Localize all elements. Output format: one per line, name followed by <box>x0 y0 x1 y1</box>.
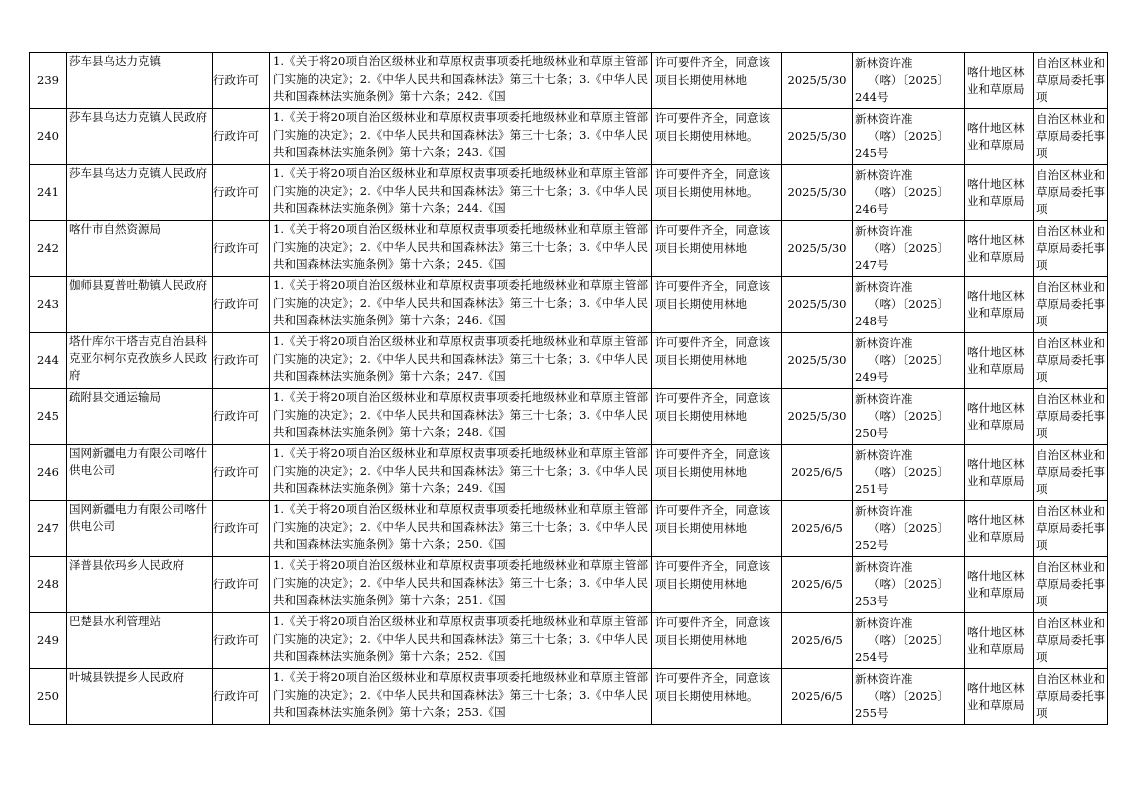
decision-date-cell: 2025/6/5 <box>782 501 853 557</box>
decision-result-text: 许可要件齐全，同意该项目长期使用林地。 <box>655 167 770 199</box>
authority-name: 喀什地区林业和草原局 <box>967 680 1025 712</box>
remark-text: 自治区林业和草原局委托事项 <box>1036 448 1105 496</box>
row-number: 243 <box>30 277 67 333</box>
authority-name: 喀什地区林业和草原局 <box>967 64 1025 96</box>
applicant-name: 喀什市自然资源局 <box>69 222 161 236</box>
decision-result-cell <box>652 557 782 613</box>
document-number-line1: 新林资许准 <box>855 168 913 182</box>
applicant-name: 叶城县铁提乡人民政府 <box>69 670 184 684</box>
decision-result-cell <box>652 165 782 221</box>
remark-cell <box>1034 221 1108 277</box>
document-number-line2: （喀）〔2025〕 <box>867 353 950 367</box>
applicant-cell <box>67 613 213 669</box>
legal-basis-cell <box>270 165 652 221</box>
document-number-line1: 新林资许准 <box>855 616 913 630</box>
authority-cell <box>965 221 1034 277</box>
remark-text: 自治区林业和草原局委托事项 <box>1036 112 1105 160</box>
decision-result-cell <box>652 333 782 389</box>
legal-basis-text: 1.《关于将20项自治区级林业和草原权责事项委托地级林业和草原主管部门实施的决定》；2.《中华人民共和国森林法》第三十七条；3.《中华人民共和国森林法实施条例》第十六条；252.《国 <box>273 614 648 663</box>
document-number-line1: 新林资许准 <box>855 224 913 238</box>
applicant-cell <box>67 557 213 613</box>
decision-result-cell <box>652 53 782 109</box>
document-number-line3: 254号 <box>855 650 889 664</box>
document-number-cell <box>853 333 965 389</box>
applicant-name: 巴楚县水利管理站 <box>69 614 161 628</box>
legal-basis-text: 1.《关于将20项自治区级林业和草原权责事项委托地级林业和草原主管部门实施的决定》；2.《中华人民共和国森林法》第三十七条；3.《中华人民共和国森林法实施条例》第十六条；247.《国 <box>273 334 648 383</box>
document-number-line1: 新林资许准 <box>855 56 913 70</box>
row-number: 241 <box>30 165 67 221</box>
decision-result-text: 许可要件齐全，同意该项目长期使用林地。 <box>655 671 770 703</box>
remark-cell <box>1034 389 1108 445</box>
table-row <box>30 613 1108 669</box>
remark-text: 自治区林业和草原局委托事项 <box>1036 392 1105 440</box>
document-number-line1: 新林资许准 <box>855 392 913 406</box>
remark-cell <box>1034 277 1108 333</box>
applicant-cell <box>67 165 213 221</box>
remark-text: 自治区林业和草原局委托事项 <box>1036 280 1105 328</box>
table-row <box>30 109 1108 165</box>
applicant-cell <box>67 277 213 333</box>
legal-basis-cell <box>270 669 652 725</box>
permit-type-cell: 行政许可 <box>213 669 270 725</box>
permit-type-cell: 行政许可 <box>213 165 270 221</box>
decision-result-text: 许可要件齐全，同意该项目长期使用林地 <box>655 503 770 535</box>
decision-result-text: 许可要件齐全，同意该项目长期使用林地 <box>655 615 770 647</box>
decision-result-text: 许可要件齐全，同意该项目长期使用林地 <box>655 223 770 255</box>
table-body <box>30 53 1108 725</box>
document-number-line2: （喀）〔2025〕 <box>867 297 950 311</box>
decision-date-cell: 2025/5/30 <box>782 165 853 221</box>
permit-type-cell: 行政许可 <box>213 221 270 277</box>
permit-type-cell: 行政许可 <box>213 109 270 165</box>
legal-basis-text: 1.《关于将20项自治区级林业和草原权责事项委托地级林业和草原主管部门实施的决定》；2.《中华人民共和国森林法》第三十七条；3.《中华人民共和国森林法实施条例》第十六条；250.《国 <box>273 502 648 551</box>
applicant-name: 莎车县乌达力克镇人民政府 <box>69 110 207 124</box>
legal-basis-cell <box>270 333 652 389</box>
authority-cell <box>965 557 1034 613</box>
remark-cell <box>1034 669 1108 725</box>
document-number-line2: （喀）〔2025〕 <box>867 633 950 647</box>
table-row <box>30 53 1108 109</box>
legal-basis-cell <box>270 389 652 445</box>
document-number-line2: （喀）〔2025〕 <box>867 185 950 199</box>
document-number-cell <box>853 109 965 165</box>
document-number-line3: 248号 <box>855 314 889 328</box>
legal-basis-cell <box>270 445 652 501</box>
applicant-name: 莎车县乌达力克镇 <box>69 54 161 68</box>
applicant-cell <box>67 445 213 501</box>
table-row <box>30 221 1108 277</box>
document-number-line1: 新林资许准 <box>855 112 913 126</box>
applicant-name: 国网新疆电力有限公司喀什供电公司 <box>69 446 207 477</box>
row-number: 249 <box>30 613 67 669</box>
decision-result-text: 许可要件齐全，同意该项目长期使用林地 <box>655 55 770 87</box>
table-row <box>30 445 1108 501</box>
authority-cell <box>965 669 1034 725</box>
document-number-line3: 244号 <box>855 90 889 104</box>
permit-type-cell: 行政许可 <box>213 501 270 557</box>
table-row <box>30 389 1108 445</box>
legal-basis-text: 1.《关于将20项自治区级林业和草原权责事项委托地级林业和草原主管部门实施的决定》；2.《中华人民共和国森林法》第三十七条；3.《中华人民共和国森林法实施条例》第十六条；242.《国 <box>273 54 648 103</box>
applicant-name: 国网新疆电力有限公司喀什供电公司 <box>69 502 207 533</box>
document-number-line3: 245号 <box>855 146 889 160</box>
authority-cell <box>965 613 1034 669</box>
row-number: 240 <box>30 109 67 165</box>
remark-text: 自治区林业和草原局委托事项 <box>1036 336 1105 384</box>
decision-date-cell: 2025/5/30 <box>782 221 853 277</box>
document-number-cell <box>853 501 965 557</box>
decision-date-cell: 2025/6/5 <box>782 669 853 725</box>
document-number-line2: （喀）〔2025〕 <box>867 689 950 703</box>
applicant-cell <box>67 669 213 725</box>
decision-result-text: 许可要件齐全，同意该项目长期使用林地 <box>655 335 770 367</box>
legal-basis-text: 1.《关于将20项自治区级林业和草原权责事项委托地级林业和草原主管部门实施的决定》；2.《中华人民共和国森林法》第三十七条；3.《中华人民共和国森林法实施条例》第十六条；243.《国 <box>273 110 648 159</box>
legal-basis-cell <box>270 221 652 277</box>
document-number-line2: （喀）〔2025〕 <box>867 465 950 479</box>
legal-basis-cell <box>270 53 652 109</box>
legal-basis-text: 1.《关于将20项自治区级林业和草原权责事项委托地级林业和草原主管部门实施的决定》；2.《中华人民共和国森林法》第三十七条；3.《中华人民共和国森林法实施条例》第十六条；249.《国 <box>273 446 648 495</box>
legal-basis-text: 1.《关于将20项自治区级林业和草原权责事项委托地级林业和草原主管部门实施的决定》；2.《中华人民共和国森林法》第三十七条；3.《中华人民共和国森林法实施条例》第十六条；253.《国 <box>273 670 648 719</box>
applicant-name: 莎车县乌达力克镇人民政府 <box>69 166 207 180</box>
permit-records-table <box>29 52 1108 725</box>
permit-type-cell: 行政许可 <box>213 333 270 389</box>
authority-cell <box>965 165 1034 221</box>
row-number: 242 <box>30 221 67 277</box>
document-number-line1: 新林资许准 <box>855 672 913 686</box>
applicant-cell <box>67 333 213 389</box>
decision-result-cell <box>652 613 782 669</box>
document-number-line3: 253号 <box>855 594 889 608</box>
legal-basis-cell <box>270 557 652 613</box>
decision-result-cell <box>652 277 782 333</box>
document-number-line2: （喀）〔2025〕 <box>867 73 950 87</box>
decision-result-cell <box>652 445 782 501</box>
decision-result-cell <box>652 501 782 557</box>
decision-result-text: 许可要件齐全，同意该项目长期使用林地 <box>655 391 770 423</box>
decision-result-text: 许可要件齐全，同意该项目长期使用林地 <box>655 279 770 311</box>
authority-name: 喀什地区林业和草原局 <box>967 624 1025 656</box>
authority-cell <box>965 389 1034 445</box>
remark-text: 自治区林业和草原局委托事项 <box>1036 504 1105 552</box>
applicant-cell <box>67 501 213 557</box>
document-number-line3: 249号 <box>855 370 889 384</box>
authority-name: 喀什地区林业和草原局 <box>967 344 1025 376</box>
remark-cell <box>1034 53 1108 109</box>
document-number-cell <box>853 389 965 445</box>
remark-text: 自治区林业和草原局委托事项 <box>1036 168 1105 216</box>
applicant-name: 伽师县夏普吐勒镇人民政府 <box>69 278 207 292</box>
remark-text: 自治区林业和草原局委托事项 <box>1036 672 1105 720</box>
authority-name: 喀什地区林业和草原局 <box>967 512 1025 544</box>
decision-date-cell: 2025/6/5 <box>782 613 853 669</box>
remark-cell <box>1034 109 1108 165</box>
permit-type-cell: 行政许可 <box>213 53 270 109</box>
decision-date-cell: 2025/6/5 <box>782 557 853 613</box>
document-number-cell <box>853 669 965 725</box>
authority-name: 喀什地区林业和草原局 <box>967 176 1025 208</box>
decision-result-text: 许可要件齐全，同意该项目长期使用林地。 <box>655 111 770 143</box>
decision-result-text: 许可要件齐全，同意该项目长期使用林地 <box>655 447 770 479</box>
authority-name: 喀什地区林业和草原局 <box>967 400 1025 432</box>
document-number-line1: 新林资许准 <box>855 280 913 294</box>
document-number-cell <box>853 165 965 221</box>
document-number-line2: （喀）〔2025〕 <box>867 241 950 255</box>
decision-date-cell: 2025/5/30 <box>782 333 853 389</box>
legal-basis-text: 1.《关于将20项自治区级林业和草原权责事项委托地级林业和草原主管部门实施的决定》；2.《中华人民共和国森林法》第三十七条；3.《中华人民共和国森林法实施条例》第十六条；251.《国 <box>273 558 648 607</box>
document-number-cell <box>853 53 965 109</box>
document-number-line2: （喀）〔2025〕 <box>867 577 950 591</box>
legal-basis-cell <box>270 501 652 557</box>
document-number-line3: 251号 <box>855 482 889 496</box>
decision-result-text: 许可要件齐全，同意该项目长期使用林地 <box>655 559 770 591</box>
table-row <box>30 277 1108 333</box>
remark-text: 自治区林业和草原局委托事项 <box>1036 616 1105 664</box>
permit-type-cell: 行政许可 <box>213 445 270 501</box>
document-number-line2: （喀）〔2025〕 <box>867 129 950 143</box>
applicant-cell <box>67 53 213 109</box>
document-number-cell <box>853 445 965 501</box>
table-row <box>30 501 1108 557</box>
remark-cell <box>1034 445 1108 501</box>
document-number-cell <box>853 277 965 333</box>
decision-date-cell: 2025/5/30 <box>782 53 853 109</box>
authority-cell <box>965 445 1034 501</box>
remark-cell <box>1034 165 1108 221</box>
document-number-line1: 新林资许准 <box>855 504 913 518</box>
document-number-line1: 新林资许准 <box>855 336 913 350</box>
authority-name: 喀什地区林业和草原局 <box>967 120 1025 152</box>
authority-name: 喀什地区林业和草原局 <box>967 288 1025 320</box>
document-number-cell <box>853 557 965 613</box>
decision-result-cell <box>652 669 782 725</box>
remark-text: 自治区林业和草原局委托事项 <box>1036 56 1105 104</box>
legal-basis-cell <box>270 277 652 333</box>
remark-text: 自治区林业和草原局委托事项 <box>1036 224 1105 272</box>
permit-type-cell: 行政许可 <box>213 389 270 445</box>
decision-date-cell: 2025/5/30 <box>782 109 853 165</box>
document-number-line1: 新林资许准 <box>855 448 913 462</box>
document-number-line2: （喀）〔2025〕 <box>867 409 950 423</box>
remark-cell <box>1034 501 1108 557</box>
applicant-name: 泽普县依玛乡人民政府 <box>69 558 184 572</box>
applicant-cell <box>67 109 213 165</box>
decision-date-cell: 2025/5/30 <box>782 389 853 445</box>
legal-basis-cell <box>270 613 652 669</box>
document-number-line3: 255号 <box>855 706 889 720</box>
row-number: 244 <box>30 333 67 389</box>
authority-cell <box>965 109 1034 165</box>
legal-basis-cell <box>270 109 652 165</box>
legal-basis-text: 1.《关于将20项自治区级林业和草原权责事项委托地级林业和草原主管部门实施的决定》；2.《中华人民共和国森林法》第三十七条；3.《中华人民共和国森林法实施条例》第十六条；245.《国 <box>273 222 648 271</box>
remark-text: 自治区林业和草原局委托事项 <box>1036 560 1105 608</box>
table-row <box>30 669 1108 725</box>
authority-cell <box>965 277 1034 333</box>
legal-basis-text: 1.《关于将20项自治区级林业和草原权责事项委托地级林业和草原主管部门实施的决定》；2.《中华人民共和国森林法》第三十七条；3.《中华人民共和国森林法实施条例》第十六条；246.《国 <box>273 278 648 327</box>
document-number-line3: 247号 <box>855 258 889 272</box>
decision-date-cell: 2025/5/30 <box>782 277 853 333</box>
permit-type-cell: 行政许可 <box>213 613 270 669</box>
applicant-cell <box>67 221 213 277</box>
authority-cell <box>965 333 1034 389</box>
applicant-name: 塔什库尔干塔吉克自治县科克亚尔柯尔克孜族乡人民政府 <box>69 334 207 382</box>
document-number-line3: 250号 <box>855 426 889 440</box>
remark-cell <box>1034 333 1108 389</box>
authority-name: 喀什地区林业和草原局 <box>967 232 1025 264</box>
document-number-cell <box>853 221 965 277</box>
remark-cell <box>1034 557 1108 613</box>
decision-result-cell <box>652 389 782 445</box>
document-number-line1: 新林资许准 <box>855 560 913 574</box>
decision-date-cell: 2025/6/5 <box>782 445 853 501</box>
decision-result-cell <box>652 109 782 165</box>
table-row <box>30 557 1108 613</box>
permit-type-cell: 行政许可 <box>213 557 270 613</box>
decision-result-cell <box>652 221 782 277</box>
document-number-line2: （喀）〔2025〕 <box>867 521 950 535</box>
applicant-name: 疏附县交通运输局 <box>69 390 161 404</box>
row-number: 247 <box>30 501 67 557</box>
table-row <box>30 333 1108 389</box>
remark-cell <box>1034 613 1108 669</box>
authority-cell <box>965 501 1034 557</box>
permit-type-cell: 行政许可 <box>213 277 270 333</box>
row-number: 246 <box>30 445 67 501</box>
row-number: 248 <box>30 557 67 613</box>
document-number-cell <box>853 613 965 669</box>
row-number: 239 <box>30 53 67 109</box>
authority-cell <box>965 53 1034 109</box>
row-number: 245 <box>30 389 67 445</box>
legal-basis-text: 1.《关于将20项自治区级林业和草原权责事项委托地级林业和草原主管部门实施的决定》；2.《中华人民共和国森林法》第三十七条；3.《中华人民共和国森林法实施条例》第十六条；248.《国 <box>273 390 648 439</box>
authority-name: 喀什地区林业和草原局 <box>967 568 1025 600</box>
applicant-cell <box>67 389 213 445</box>
table-row <box>30 165 1108 221</box>
document-number-line3: 252号 <box>855 538 889 552</box>
row-number: 250 <box>30 669 67 725</box>
legal-basis-text: 1.《关于将20项自治区级林业和草原权责事项委托地级林业和草原主管部门实施的决定》；2.《中华人民共和国森林法》第三十七条；3.《中华人民共和国森林法实施条例》第十六条；244.《国 <box>273 166 648 215</box>
document-number-line3: 246号 <box>855 202 889 216</box>
authority-name: 喀什地区林业和草原局 <box>967 456 1025 488</box>
